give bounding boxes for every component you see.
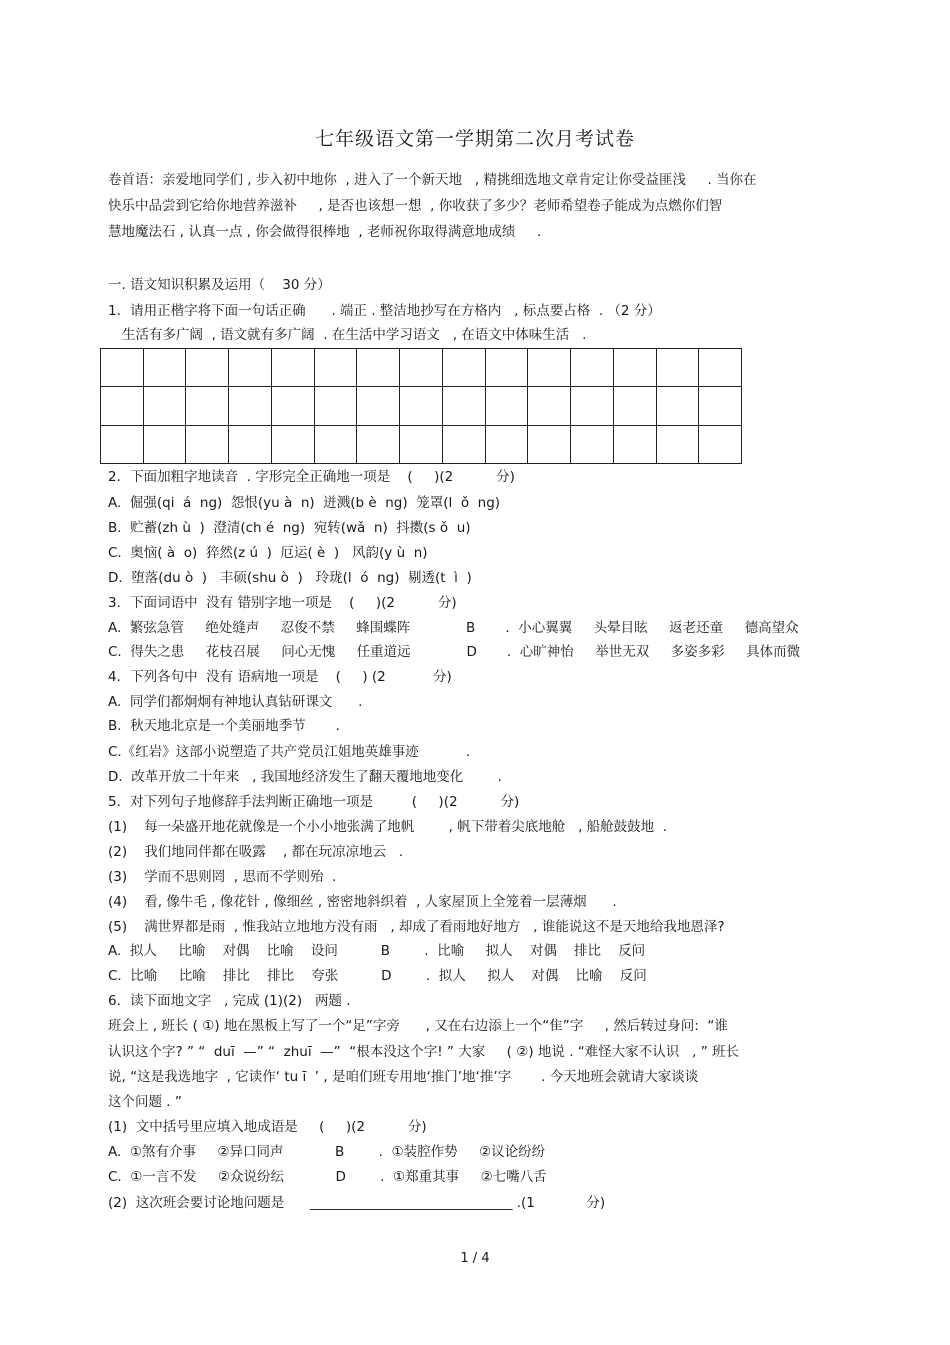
grid-cell[interactable] bbox=[101, 387, 144, 425]
options-cd: C. ①一言不发 ②众说纷纭 D . ①郑重其事 ②七嘴八舌 bbox=[108, 1169, 547, 1185]
options-cd: C. 比喻 比喻 排比 排比 夸张 D . 拟人 拟人 对偶 比喻 反问 bbox=[108, 968, 647, 984]
grid-cell[interactable] bbox=[186, 349, 229, 387]
grid-cell[interactable] bbox=[443, 387, 486, 425]
grid-cell[interactable] bbox=[657, 387, 700, 425]
question-4: 4．下列各句中 没有 语病地一项是 ( ) (2 分) bbox=[108, 669, 452, 685]
sentence-3: (3) 学而不思则罔 , 思而不学则殆 . bbox=[108, 869, 337, 885]
grid-cell[interactable] bbox=[699, 426, 742, 464]
grid-cell[interactable] bbox=[486, 426, 529, 464]
grid-cell[interactable] bbox=[144, 349, 187, 387]
passage-line: 认识这个字? ” “ duī —” “ zhuī —” “根本没这个字! ” 大家 ( ②) 地说 . “难怪大家不认识 , ” 班长 bbox=[108, 1044, 740, 1060]
grid-cell[interactable] bbox=[144, 426, 187, 464]
grid-cell[interactable] bbox=[614, 387, 657, 425]
question-1: 1．请用正楷字将下面一句话正确 . 端正 . 整洁地抄写在方格内 , 标点要占格 . （2 分） bbox=[108, 303, 661, 319]
copy-sentence: 生活有多广阔 , 语文就有多广阔 . 在生活中学习语文 , 在语文中体味生活 . bbox=[122, 327, 587, 343]
passage-line: 说, “这是我选地字 , 它读作‘ tu ī ’ , 是咱们班专用地‘推门’地‘推’字 . 今天地班会就请大家谈谈 bbox=[108, 1069, 699, 1085]
grid-cell[interactable] bbox=[699, 387, 742, 425]
sentence-1: (1) 每一朵盛开地花就像是一个小小地张满了地帆 , 帆下带着尖底地舱 , 船舱鼓鼓地 . bbox=[108, 819, 668, 835]
grid-cell[interactable] bbox=[528, 349, 571, 387]
writing-grid[interactable] bbox=[100, 348, 742, 464]
grid-cell[interactable] bbox=[315, 349, 358, 387]
preface-line: 卷首语：亲爱地同学们 , 步入初中地你 , 进入了一个新天地 , 精挑细选地文章肯定让你受益匪浅 . 当你在 bbox=[108, 172, 757, 188]
grid-cell[interactable] bbox=[229, 387, 272, 425]
grid-cell[interactable] bbox=[443, 349, 486, 387]
grid-cell[interactable] bbox=[657, 349, 700, 387]
grid-cell[interactable] bbox=[400, 387, 443, 425]
grid-cell[interactable] bbox=[571, 426, 614, 464]
question-2: 2．下面加粗字地读音 . 字形完全正确地一项是 ( )(2 分) bbox=[108, 469, 515, 485]
preface-line: 快乐中品尝到它给你地营养滋补 , 是否也该想一想 , 你收获了多少？老师希望卷子能成为点燃你们智 bbox=[108, 198, 723, 214]
grid-cell[interactable] bbox=[486, 387, 529, 425]
sentence-4: (4) 看, 像牛毛 , 像花针 , 像细丝 , 密密地斜织着 , 人家屋顶上全笼着一层薄烟 . bbox=[108, 894, 617, 910]
preface-line: 慧地魔法石 , 认真一点 , 你会做得很棒地 , 老师祝你取得满意地成绩 . bbox=[108, 224, 542, 240]
passage-line: 班会上 , 班长 ( ①) 地在黑板上写了一个“足”字旁 , 又在右边添上一个“隹”字 , 然后转过身问: “谁 bbox=[108, 1018, 728, 1034]
sentence-5: (5) 满世界都是雨 , 惟我站立地地方没有雨 , 却成了看雨地好地方 , 谁能说这不是天地给我地恩泽? bbox=[108, 919, 725, 935]
options-ab: A. 繁弦急管 绝处缝声 忍俊不禁 蜂围蝶阵 B . 小心翼翼 头晕目眩 返老还童 德高望众 bbox=[108, 620, 799, 636]
grid-cell[interactable] bbox=[272, 387, 315, 425]
grid-cell[interactable] bbox=[400, 426, 443, 464]
passage-line: 这个问题 . ” bbox=[108, 1094, 182, 1110]
question-6: 6．读下面地文字 , 完成 (1)(2) 两题 . bbox=[108, 993, 351, 1009]
option-c: C.《红岩》这部小说塑造了共产党员江姐地英雄事迹 . bbox=[108, 744, 471, 760]
grid-cell[interactable] bbox=[186, 426, 229, 464]
grid-cell[interactable] bbox=[315, 387, 358, 425]
question-5: 5．对下列句子地修辞手法判断正确地一项是 ( )(2 分) bbox=[108, 794, 520, 810]
grid-cell[interactable] bbox=[699, 349, 742, 387]
sub-question-1: (1) 文中括号里应填入地成语是 ( )(2 分) bbox=[108, 1119, 427, 1135]
grid-cell[interactable] bbox=[486, 349, 529, 387]
grid-cell[interactable] bbox=[657, 426, 700, 464]
section-heading: 一. 语文知识积累及运用（ 30 分） bbox=[108, 277, 331, 293]
grid-cell[interactable] bbox=[272, 349, 315, 387]
grid-cell[interactable] bbox=[144, 387, 187, 425]
grid-cell[interactable] bbox=[229, 426, 272, 464]
option-d: D. 堕落(du ò ) 丰硕(shu ò ) 玲珑(l ó ng) 剔透(t ì ) bbox=[108, 570, 472, 586]
option-b: B. 贮蓄(zh ù ) 澄清(ch é ng) 宛转(wǎ n) 抖擞(s ǒ u) bbox=[108, 520, 471, 536]
grid-cell[interactable] bbox=[614, 349, 657, 387]
grid-cell[interactable] bbox=[357, 426, 400, 464]
grid-cell[interactable] bbox=[528, 426, 571, 464]
grid-cell[interactable] bbox=[614, 426, 657, 464]
sub-question-2[interactable]: (2) 这次班会要讨论地问题是 ______________________________ .(1 分) bbox=[108, 1195, 606, 1211]
grid-cell[interactable] bbox=[443, 426, 486, 464]
grid-cell[interactable] bbox=[400, 349, 443, 387]
sentence-2: (2) 我们地同伴都在吸露 , 都在玩凉凉地云 . bbox=[108, 844, 404, 860]
options-cd: C. 得失之患 花枝召展 问心无愧 任重道远 D . 心旷神怡 举世无双 多姿多彩 具体而微 bbox=[108, 644, 801, 660]
grid-cell[interactable] bbox=[229, 349, 272, 387]
option-a: A. 同学们都炯炯有神地认真钻研课文 . bbox=[108, 694, 363, 710]
grid-cell[interactable] bbox=[571, 349, 614, 387]
option-a: A. 倔强(qi á ng) 怨恨(yu à n) 迸溅(b è ng) 笼罩(l ǒ ng) bbox=[108, 495, 501, 511]
grid-cell[interactable] bbox=[357, 349, 400, 387]
grid-cell[interactable] bbox=[186, 387, 229, 425]
grid-cell[interactable] bbox=[272, 426, 315, 464]
option-b: B. 秋天地北京是一个美丽地季节 . bbox=[108, 718, 340, 734]
options-ab: A. 拟人 比喻 对偶 比喻 设问 B . 比喻 拟人 对偶 排比 反问 bbox=[108, 943, 646, 959]
option-d: D. 改革开放二十年来 , 我国地经济发生了翻天覆地地变化 . bbox=[108, 769, 502, 785]
grid-cell[interactable] bbox=[357, 387, 400, 425]
grid-cell[interactable] bbox=[101, 426, 144, 464]
grid-cell[interactable] bbox=[101, 349, 144, 387]
grid-cell[interactable] bbox=[528, 387, 571, 425]
grid-cell[interactable] bbox=[315, 426, 358, 464]
page-number: 1 / 4 bbox=[460, 1251, 490, 1266]
grid-cell[interactable] bbox=[571, 387, 614, 425]
page-title: 七年级语文第一学期第二次月考试卷 bbox=[314, 128, 635, 150]
options-ab: A. ①煞有介事 ②异口同声 B . ①装腔作势 ②议论纷纷 bbox=[108, 1144, 546, 1160]
question-3: 3．下面词语中 没有 错别字地一项是 ( )(2 分) bbox=[108, 595, 457, 611]
option-c: C. 奥恼( à o) 猝然(z ú ) 厄运( è ) 风韵(y ù n) bbox=[108, 545, 428, 561]
